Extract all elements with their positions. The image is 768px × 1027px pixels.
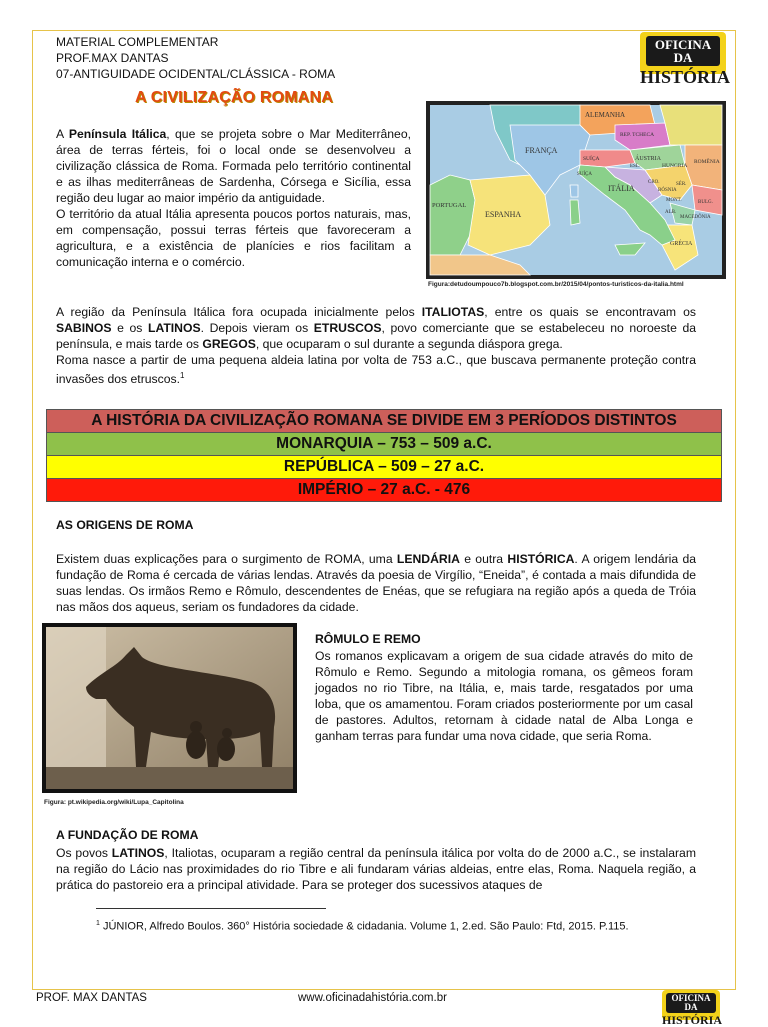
logo-bottom-text: HISTÓRIA	[640, 67, 731, 87]
map-label-macedonia: MACEDÔNIA	[680, 215, 711, 220]
foundation-text	[56, 845, 696, 893]
periods-heading: A HISTÓRIA DA CIVILIZAÇÃO ROMANA SE DIVIDE EM 3 PERÍODOS DISTINTOS	[47, 410, 722, 433]
map-label-eslovenia: ESL.	[630, 164, 641, 169]
map-label-bosnia: BÓSNIA	[658, 188, 677, 193]
footer-logo-top-text: OFICINA DA	[666, 993, 716, 1013]
settlement-paragraph-1: A região da Península Itálica fora ocupada inicialmente pelos ITALIOTAS, entre os quais se encontravam os SABINOS e os LATINOS. Depois vieram os ETRUSCOS, povo comerciante que se estabeleceu no noroeste da península, e mais tarde os GREGOS, que ocuparam o sul durante a segunda diáspora grega.	[56, 305, 697, 351]
intro-paragraph-1: A Península Itálica, que se projeta sobre o Mar Mediterrâneo, área de terras férteis, foi o local onde se desenvolveu a civilização clássica de Roma. Formada pelo território continental e as ilhas mediterrâneas de Sardenha, Córsega e Sicília, essa região deu lugar ao maior império da antiguidade.	[56, 127, 411, 205]
footer-author: PROF. MAX DANTAS	[36, 992, 147, 1004]
foundation-paragraph: Os povos LATINOS, Italiotas, ocuparam a região central da península itálica por volta do de 2000 a.C., se instalaram na região do Lácio nas proximidades do rio Tibre e ali fundaram várias aldeias, entre elas, Roma. Naquela região, a prática do pastoreio era a principal atividade. Para se proteger dos sucessivos ataques de	[56, 846, 696, 892]
period-imperio: IMPÉRIO – 27 a.C. - 476	[47, 479, 722, 502]
footer-logo	[662, 990, 723, 1027]
intro-text	[56, 126, 411, 270]
oficina-da-historia-logo	[640, 32, 731, 87]
map-label-bulgaria: BULG.	[698, 200, 713, 205]
italy-map	[426, 101, 726, 279]
map-label-rep-tcheca: REP. TCHECA	[620, 132, 655, 138]
footnote: $^1$ JÚNIOR, Alfredo Boulos. 360° História sociedade & cidadania. Volume 1, 2.ed. São Paulo: Ftd, 2015. P.115.	[96, 920, 629, 933]
header-line-material: MATERIAL COMPLEMENTAR	[56, 35, 219, 49]
origins-text	[56, 551, 696, 615]
romulus-paragraph: Os romanos explicavam a origem de sua cidade através do mito de Rômulo e Remo. Segundo a mitologia romana, os gêmeos foram jogados no rio Tibre, na Itália, e, mais tarde, resgatados por uma loba, que os amamentou. Foram criados posteriormente por um casal de pastores. Adultos, retornam à cidade natal de Alba Longa e ganham terras para fundar uma nova cidade, que seria Roma.	[315, 649, 693, 743]
foundation-title: A FUNDAÇÃO DE ROMA	[56, 828, 199, 842]
map-label-servia: SÉR.	[676, 182, 687, 187]
wolf-caption: Figura: pt.wikipedia.org/wiki/Lupa_Capitolina	[44, 799, 184, 806]
map-label-franca: FRANÇA	[525, 146, 558, 155]
map-label-croacia: CRO.	[648, 180, 660, 185]
map-label-alemanha: ALEMANHA	[585, 111, 626, 119]
periods-table	[46, 409, 722, 502]
map-label-romenia: ROMÊNIA	[694, 159, 720, 165]
page-title: A CIVILIZAÇÃO ROMANA	[135, 89, 334, 106]
map-label-portugal: PORTUGAL	[432, 202, 467, 209]
map-label-suica-2: SUÍÇA	[577, 172, 593, 177]
map-caption: Figura:detudoumpouco7b.blogspot.com.br/2015/04/pontos-turisticos-da-italia.html	[428, 281, 684, 288]
europe-map-graphic	[430, 105, 722, 275]
logo-top-text: OFICINA DA	[646, 36, 720, 66]
footnote-separator	[96, 908, 326, 909]
map-label-albania: ALB.	[665, 210, 677, 215]
romulus-text	[315, 648, 693, 744]
map-label-montenegro: MONT.	[666, 198, 682, 203]
origins-title: AS ORIGENS DE ROMA	[56, 518, 194, 532]
header-line-professor: PROF.MAX DANTAS	[56, 51, 169, 65]
map-label-hungria: HUNGRIA	[662, 163, 688, 169]
origins-paragraph: Existem duas explicações para o surgimento de ROMA, uma LENDÁRIA e outra HISTÓRICA. A origem lendária da fundação de Roma é cercada de várias lendas. Através da poesia de Virgílio, “Eneida”, é contada a mais difundida de suas lendas. Os irmãos Remo e Rômulo, descendentes de Enéas, que se refugiara na região após a queda de Tróia nas mãos dos aqueus, seriam os fundadores da cidade.	[56, 552, 697, 614]
period-republica: REPÚBLICA – 509 – 27 a.C.	[47, 456, 722, 479]
capitoline-wolf-image	[42, 623, 297, 793]
period-monarquia: MONARQUIA – 753 – 509 a.C.	[47, 433, 722, 456]
intro-paragraph-2: O território da atual Itália apresenta poucos portos naturais, mas, em compensação, possui terras férteis que favoreceram a agricultura, e a existência de planícies e rios facilitam a comunicação interna e o comércio.	[56, 207, 411, 269]
map-label-grecia: GRÉCIA	[670, 241, 693, 247]
footer-logo-bottom-text: HISTÓRIA	[662, 1013, 723, 1027]
settlement-paragraph-2: Roma nasce a partir de uma pequena aldeia latina por volta de 753 a.C., que buscava permanente proteção contra invasões dos etruscos.$^1$	[56, 353, 696, 387]
map-label-espanha: ESPANHA	[485, 210, 522, 219]
header-line-subject: 07-ANTIGUIDADE OCIDENTAL/CLÁSSICA - ROMA	[56, 67, 336, 81]
map-label-austria: ÁUSTRIA	[635, 156, 662, 162]
map-label-suica: SUÍÇA	[583, 156, 600, 162]
map-label-italia: ITÁLIA	[608, 184, 635, 193]
capitoline-wolf-graphic	[46, 627, 293, 789]
footer-website[interactable]: www.oficinadahistória.com.br	[298, 992, 447, 1004]
settlement-text	[56, 304, 696, 387]
romulus-title: RÔMULO E REMO	[315, 632, 421, 646]
document-header	[56, 34, 335, 82]
